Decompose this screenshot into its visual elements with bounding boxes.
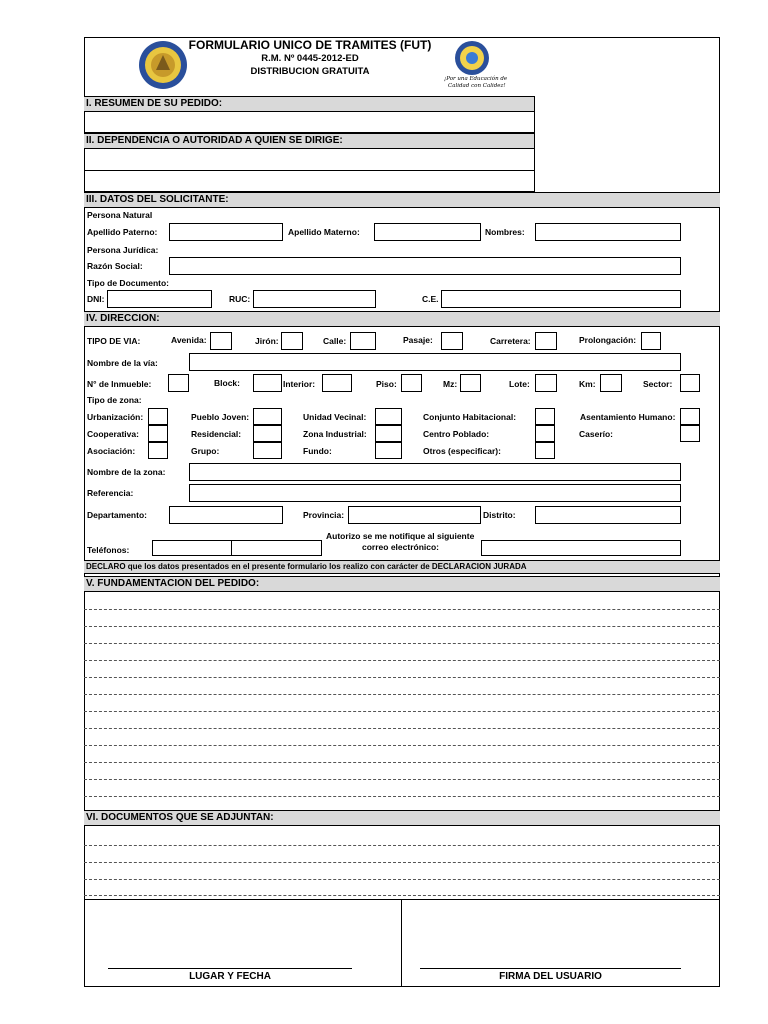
section-direccion-header: IV. DIRECCION: xyxy=(84,311,720,327)
pasaje-label: Pasaje: xyxy=(403,335,433,345)
centro-poblado-label: Centro Poblado: xyxy=(423,429,490,439)
section-resumen-header: I. RESUMEN DE SU PEDIDO: xyxy=(84,96,535,112)
nombre-via-field[interactable] xyxy=(189,353,681,371)
right-logo-caption-2: Calidad con Calidez! xyxy=(448,83,506,89)
pasaje-checkbox[interactable] xyxy=(441,332,463,350)
ce-field[interactable] xyxy=(441,290,681,308)
resumen-field[interactable] xyxy=(84,112,535,133)
persona-juridica-label: Persona Jurídica: xyxy=(87,245,159,255)
lugar-fecha-line[interactable] xyxy=(108,968,352,969)
fundamentacion-line-8[interactable] xyxy=(84,728,720,729)
prolongacion-checkbox[interactable] xyxy=(641,332,661,350)
signature-area-top-border xyxy=(84,899,720,900)
asentamiento-humano-checkbox[interactable] xyxy=(680,408,700,425)
lugar-fecha-label: LUGAR Y FECHA xyxy=(189,971,271,982)
pueblo-joven-label: Pueblo Joven: xyxy=(191,412,250,422)
firma-usuario-label: FIRMA DEL USUARIO xyxy=(499,971,602,982)
urbanizacion-checkbox[interactable] xyxy=(148,408,168,425)
avenida-checkbox[interactable] xyxy=(210,332,232,350)
centro-poblado-checkbox[interactable] xyxy=(535,425,555,442)
lote-field[interactable] xyxy=(535,374,557,392)
residencial-label: Residencial: xyxy=(191,429,242,439)
carretera-label: Carretera: xyxy=(490,336,531,346)
mz-field[interactable] xyxy=(460,374,481,392)
distrito-label: Distrito: xyxy=(483,510,516,520)
grupo-label: Grupo: xyxy=(191,446,220,456)
telefonos-label: Teléfonos: xyxy=(87,545,130,555)
form-subtitle-distribucion: DISTRIBUCION GRATUITA xyxy=(250,66,370,77)
piso-field[interactable] xyxy=(401,374,422,392)
fundamentacion-line-12[interactable] xyxy=(84,796,720,797)
fundo-label: Fundo: xyxy=(303,446,332,456)
caserio-label: Caserío: xyxy=(579,429,614,439)
nombres-field[interactable] xyxy=(535,223,681,241)
section-solicitante-header: III. DATOS DEL SOLICITANTE: xyxy=(84,192,720,208)
razon-social-field[interactable] xyxy=(169,257,681,275)
unidad-vecinal-label: Unidad Vecinal: xyxy=(303,412,367,422)
fundamentacion-line-11[interactable] xyxy=(84,779,720,780)
fundamentacion-line-10[interactable] xyxy=(84,762,720,763)
apellido-materno-field[interactable] xyxy=(374,223,481,241)
zona-industrial-checkbox[interactable] xyxy=(375,425,402,442)
jiron-checkbox[interactable] xyxy=(281,332,303,350)
fundamentacion-line-6[interactable] xyxy=(84,694,720,695)
provincia-field[interactable] xyxy=(348,506,481,524)
fundamentacion-line-2[interactable] xyxy=(84,626,720,627)
provincia-label: Provincia: xyxy=(303,510,345,520)
dni-field[interactable] xyxy=(107,290,212,308)
dependencia-field-1[interactable] xyxy=(84,149,535,171)
declaracion-jurada-banner: DECLARO que los datos presentados en el presente formulario los realizo con carácter de DECLARACION JURADA xyxy=(84,560,720,574)
tipo-via-label: TIPO DE VIA: xyxy=(87,336,141,346)
interior-label: Interior: xyxy=(283,379,316,389)
block-label: Block: xyxy=(214,378,240,388)
persona-natural-label: Persona Natural xyxy=(87,210,153,220)
interior-field[interactable] xyxy=(322,374,352,392)
km-field[interactable] xyxy=(600,374,622,392)
section-documentos-header: VI. DOCUMENTOS QUE SE ADJUNTAN: xyxy=(84,810,720,826)
departamento-label: Departamento: xyxy=(87,510,147,520)
residencial-checkbox[interactable] xyxy=(253,425,282,442)
form-title: FORMULARIO UNICO DE TRAMITES (FUT) xyxy=(188,38,432,52)
tipo-zona-label: Tipo de zona: xyxy=(87,395,142,405)
tipo-documento-label: Tipo de Documento: xyxy=(87,278,170,288)
fundamentacion-line-7[interactable] xyxy=(84,711,720,712)
documentos-line-1[interactable] xyxy=(84,845,720,846)
otros-checkbox[interactable] xyxy=(535,442,555,459)
right-logo-caption-1: ¡Por una Educación de xyxy=(444,76,508,82)
prolongacion-label: Prolongación: xyxy=(579,335,637,345)
nombres-label: Nombres: xyxy=(485,227,525,237)
apellido-materno-label: Apellido Materno: xyxy=(288,227,360,237)
form-subtitle-rm: R.M. Nº 0445-2012-ED xyxy=(261,53,359,64)
avenida-label: Avenida: xyxy=(171,335,207,345)
unidad-vecinal-checkbox[interactable] xyxy=(375,408,402,425)
asociacion-label: Asociación: xyxy=(87,446,136,456)
autorizo-label-1: Autorizo se me notifique al siguiente xyxy=(326,531,475,541)
asentamiento-humano-label: Asentamiento Humano: xyxy=(580,412,676,422)
n-inmueble-field[interactable] xyxy=(168,374,189,392)
zona-industrial-label: Zona Industrial: xyxy=(303,429,367,439)
sector-label: Sector: xyxy=(643,379,673,389)
fundamentacion-line-5[interactable] xyxy=(84,677,720,678)
fundamentacion-line-4[interactable] xyxy=(84,660,720,661)
ruc-field[interactable] xyxy=(253,290,376,308)
ruc-label: RUC: xyxy=(229,294,251,304)
asociacion-checkbox[interactable] xyxy=(148,442,168,459)
piso-label: Piso: xyxy=(376,379,397,389)
departamento-field[interactable] xyxy=(169,506,283,524)
n-inmueble-label: N° de Inmueble: xyxy=(87,379,152,389)
km-label: Km: xyxy=(579,379,596,389)
signature-divider xyxy=(401,899,402,987)
ce-label: C.E. xyxy=(422,294,439,304)
calle-label: Calle: xyxy=(323,336,347,346)
mz-label: Mz: xyxy=(443,379,458,389)
razon-social-label: Razón Social: xyxy=(87,261,143,271)
conjunto-habitacional-label: Conjunto Habitacional: xyxy=(423,412,517,422)
right-seal-logo xyxy=(454,40,490,76)
otros-label: Otros (especificar): xyxy=(423,446,501,456)
pueblo-joven-checkbox[interactable] xyxy=(253,408,282,425)
telefono-field-1[interactable] xyxy=(152,540,232,556)
fundo-checkbox[interactable] xyxy=(375,442,402,459)
documentos-line-3[interactable] xyxy=(84,879,720,880)
section-fundamentacion-header: V. FUNDAMENTACION DEL PEDIDO: xyxy=(84,576,720,592)
cooperativa-checkbox[interactable] xyxy=(148,425,168,442)
apellido-paterno-label: Apellido Paterno: xyxy=(87,227,158,237)
correo-electronico-field[interactable] xyxy=(481,540,681,556)
firma-usuario-line[interactable] xyxy=(420,968,681,969)
dependencia-field-2[interactable] xyxy=(84,171,535,192)
apellido-paterno-field[interactable] xyxy=(169,223,283,241)
referencia-field[interactable] xyxy=(189,484,681,502)
nombre-zona-label: Nombre de la zona: xyxy=(87,467,166,477)
documentos-line-2[interactable] xyxy=(84,862,720,863)
calle-checkbox[interactable] xyxy=(350,332,376,350)
distrito-field[interactable] xyxy=(535,506,681,524)
fundamentacion-line-9[interactable] xyxy=(84,745,720,746)
telefono-field-2[interactable] xyxy=(231,540,322,556)
referencia-label: Referencia: xyxy=(87,488,134,498)
carretera-checkbox[interactable] xyxy=(535,332,557,350)
fundamentacion-line-1[interactable] xyxy=(84,609,720,610)
cooperativa-label: Cooperativa: xyxy=(87,429,139,439)
jiron-label: Jirón: xyxy=(255,336,279,346)
lote-label: Lote: xyxy=(509,379,530,389)
grupo-checkbox[interactable] xyxy=(253,442,282,459)
fundamentacion-line-3[interactable] xyxy=(84,643,720,644)
caserio-checkbox[interactable] xyxy=(680,425,700,442)
documentos-line-4[interactable] xyxy=(84,895,720,896)
nombre-zona-field[interactable] xyxy=(189,463,681,481)
section-dependencia-header: II. DEPENDENCIA O AUTORIDAD A QUIEN SE DIRIGE: xyxy=(84,133,535,149)
nombre-via-label: Nombre de la vía: xyxy=(87,358,158,368)
autorizo-label-2: correo electrónico: xyxy=(362,542,439,552)
dni-label: DNI: xyxy=(87,294,105,304)
urbanizacion-label: Urbanización: xyxy=(87,412,144,422)
conjunto-habitacional-checkbox[interactable] xyxy=(535,408,555,425)
sector-field[interactable] xyxy=(680,374,700,392)
block-field[interactable] xyxy=(253,374,282,392)
